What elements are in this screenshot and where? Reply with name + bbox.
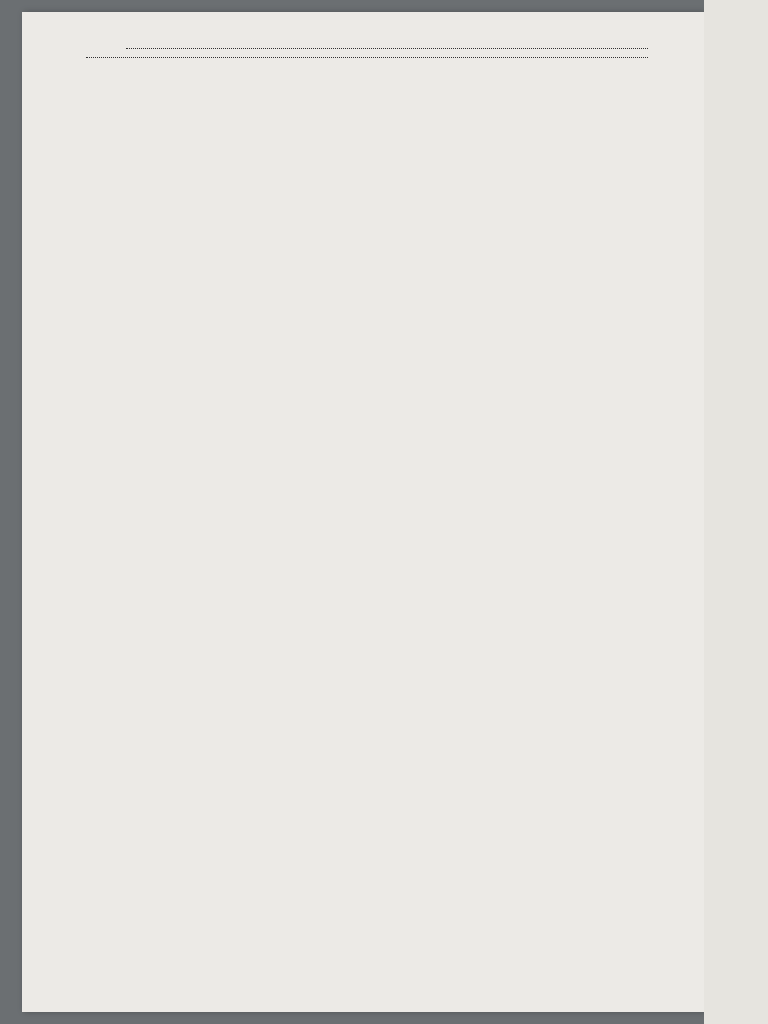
- toc-entry: [82, 52, 682, 53]
- book-page-left: [22, 12, 704, 1012]
- toc-part-heading: [82, 61, 682, 62]
- toc-leader: [126, 48, 648, 49]
- table-of-contents: [82, 52, 682, 70]
- book-page-right: [704, 0, 768, 1024]
- toc-leader: [86, 57, 648, 58]
